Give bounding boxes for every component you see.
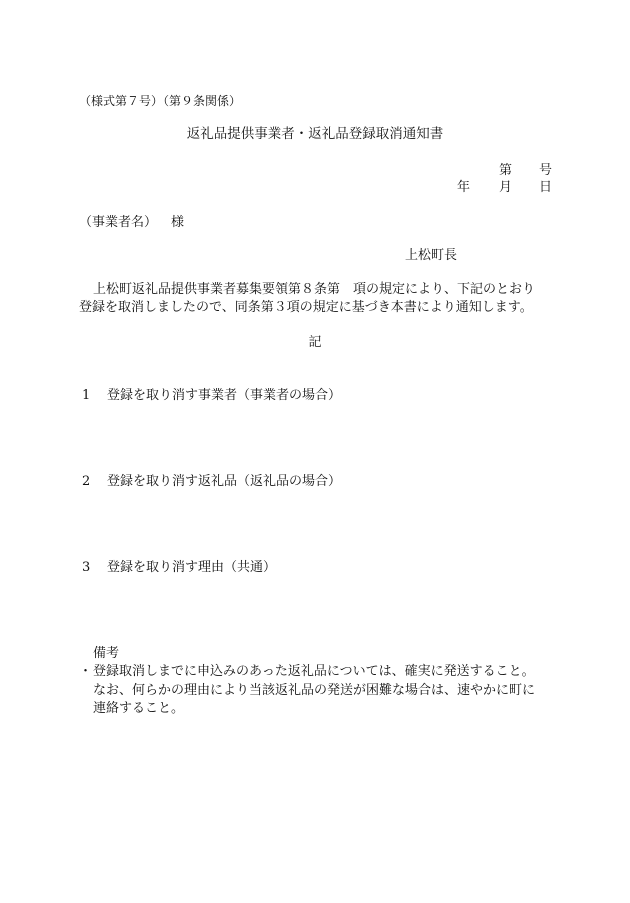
remarks-bullet: ・ xyxy=(79,664,93,679)
body-text-line-1: 上松町返礼品提供事業者募集要領第８条第 項の規定により、下記のとおり xyxy=(93,282,536,297)
issuer-name: 上松町長 xyxy=(405,248,458,263)
section-1-title: 登録を取り消す事業者（事業者の場合） xyxy=(107,388,342,403)
number-prefix: 第 xyxy=(499,163,513,178)
date-year-label: 年 xyxy=(457,180,471,195)
body-text-line-2: 登録を取消しましたので、同条第３項の規定に基づき本書により通知します。 xyxy=(79,300,533,315)
ki-heading: 記 xyxy=(308,335,322,350)
remarks-line-2: なお、何らかの理由により当該返礼品の発送が困難な場合は、速やかに町に xyxy=(93,683,536,698)
form-number-label: （様式第７号）（第９条関係） xyxy=(79,94,242,108)
document-title: 返礼品提供事業者・返礼品登録取消通知書 xyxy=(186,126,444,142)
section-3-title: 登録を取り消す理由（共通） xyxy=(107,560,277,575)
date-day-label: 日 xyxy=(539,180,553,195)
addressee-honorific: 様 xyxy=(171,215,185,230)
section-1-number: 1 xyxy=(82,388,91,403)
remarks-heading: 備考 xyxy=(93,646,120,661)
section-2-number: 2 xyxy=(82,474,91,489)
section-2-title: 登録を取り消す返礼品（返礼品の場合） xyxy=(107,474,342,489)
number-suffix: 号 xyxy=(539,163,553,178)
addressee-name: （事業者名） xyxy=(79,215,158,230)
date-month-label: 月 xyxy=(499,180,513,195)
remarks-line-1: 登録取消しまでに申込みのあった返礼品については、確実に発送すること。 xyxy=(93,664,535,679)
section-3-number: 3 xyxy=(82,560,91,575)
remarks-line-3: 連絡すること。 xyxy=(93,701,185,716)
